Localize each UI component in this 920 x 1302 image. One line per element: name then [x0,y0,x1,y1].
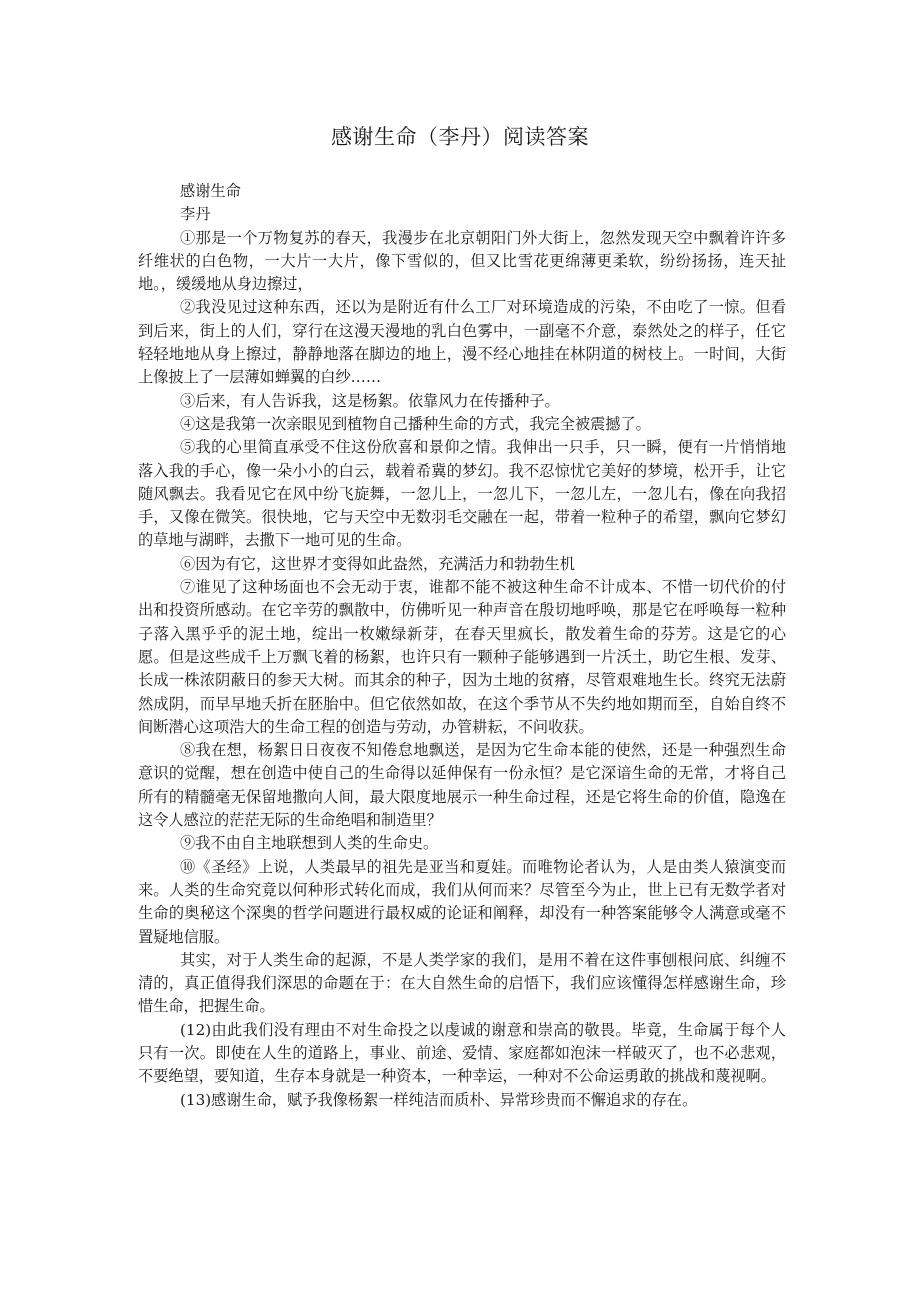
paragraph-9: ⑨我不由自主地联想到人类的生命史。 [180,834,439,853]
paragraph-2: ②我没见过这种东西，还以为是附近有什么工厂对环境造成的污染，不由吃了一惊。但看到后来，街上的人们，穿行在这漫天漫地的乳白色雾中，一副毫不介意，泰然处之的样子，任它轻轻地地从身上擦过，静静地落在脚边的地上，漫不经心地挂在林阴道的树枝上。一时间，大街上像披上了一层薄如蝉翼的白纱…… [138,298,786,387]
paragraph-3: ③后来，有人告诉我，这是杨絮。依靠风力在传播种子。 [180,391,560,410]
paragraph-6: ⑥因为有它，这世界才变得如此盎然，充满活力和勃勃生机 [180,554,575,573]
paragraph-4: ④这是我第一次亲眼见到植物自己播种生命的方式，我完全被震撼了。 [180,414,651,433]
paragraph-1: ①那是一个万物复苏的春天，我漫步在北京朝阳门外大街上，忽然发现天空中飘着许许多纤维状的白色物，一大片一大片，像下雪似的，但又比雪花更绵薄更柔软，纷纷扬扬，连天扯地。，缓缓地从身边擦过， [138,228,786,294]
article-body [138,180,786,1112]
paragraph-7: ⑦谁见了这种场面也不会无动于衷，谁都不能不被这种生命不计成本、不惜一切代价的付出和投资所感动。在它辛劳的飘散中，仿佛听见一种声音在殷切地呼唤，那是它在呼唤每一粒种子落入黑乎乎的泥土地，绽出一枚嫩绿新芽，在春天里疯长，散发着生命的芬芳。这是它的心愿。但是这些成千上万飘飞着的杨絮，也许只有一颗种子能够遇到一片沃土，助它生根、发芽、长成一株浓阴蔽日的参天大树。而其余的种子，因为土地的贫瘠，尽管艰难地生长。终究无法蔚然成阴，而早早地夭折在胚胎中。但它依然如故，在这个季节从不失约地如期而至，自始自终不间断潜心这项浩大的生命工程的创造与劳动，办管耕耘，不问收获。 [138,578,786,736]
paragraph-12: (12)由此我们没有理由不对生命投之以虔诚的谢意和崇高的敬畏。毕竟，生命属于每个人只有一次。即使在人生的道路上，事业、前途、爱情、家庭都如泡沫一样破灭了，也不必悲观，不要绝望，要知道，生存本身就是一种资本，一种幸运，一种对不公命运勇敢的挑战和蔑视啊。 [138,1020,786,1086]
paragraph-10: ⑩《圣经》上说，人类最早的祖先是亚当和夏娃。而唯物论者认为，人是由类人猿演变而来。人类的生命究竟以何种形式转化而成，我们从何而来？尽管至今为止，世上已有无数学者对生命的奥秘这个深奥的哲学问题进行最权威的论证和阐释，却没有一种答案能够令人满意或毫不置疑地信服。 [138,857,786,946]
article-author: 李丹 [180,205,211,224]
paragraph-5: ⑤我的心里简直承受不住这份欣喜和景仰之情。我伸出一只手，只一瞬，便有一片悄悄地落入我的手心，像一朵小小的白云，载着希冀的梦幻。我不忍惊忧它美好的梦境，松开手，让它随风飘去。我看见它在风中纷飞旋舞，一忽儿上，一忽儿下，一忽儿左，一忽儿右，像在向我招手，又像在微笑。很快地，它与天空中无数羽毛交融在一起，带着一粒种子的希望，飘向它梦幻的草地与湖畔，去撒下一地可见的生命。 [138,438,786,550]
document-title: 感谢生命（李丹）阅读答案 [331,125,589,149]
paragraph-8: ⑧我在想，杨絮日日夜夜不知倦怠地飘送，是因为它生命本能的使然，还是一种强烈生命意识的觉醒，想在创造中使自己的生命得以延伸保有一份永恒？是它深谙生命的无常，才将自己所有的精髓毫无保留地撒向人间，最大限度地展示一种生命过程，还是它将生命的价值，隐逸在这令人感泣的茫茫无际的生命绝唱和制造里？ [138,741,786,830]
paragraph-11: 其实，对于人类生命的起源，不是人类学家的我们，是用不着在这件事刨根问底、纠缠不清的，真正值得我们深思的命题在于：在大自然生命的启悟下，我们应该懂得怎样感谢生命，珍惜生命，把握生命。 [138,950,786,1016]
paragraph-13: (13)感谢生命，赋予我像杨絮一样纯洁而质朴、异常珍贵而不懈追求的存在。 [180,1090,698,1109]
article-title: 感谢生命 [180,182,241,200]
